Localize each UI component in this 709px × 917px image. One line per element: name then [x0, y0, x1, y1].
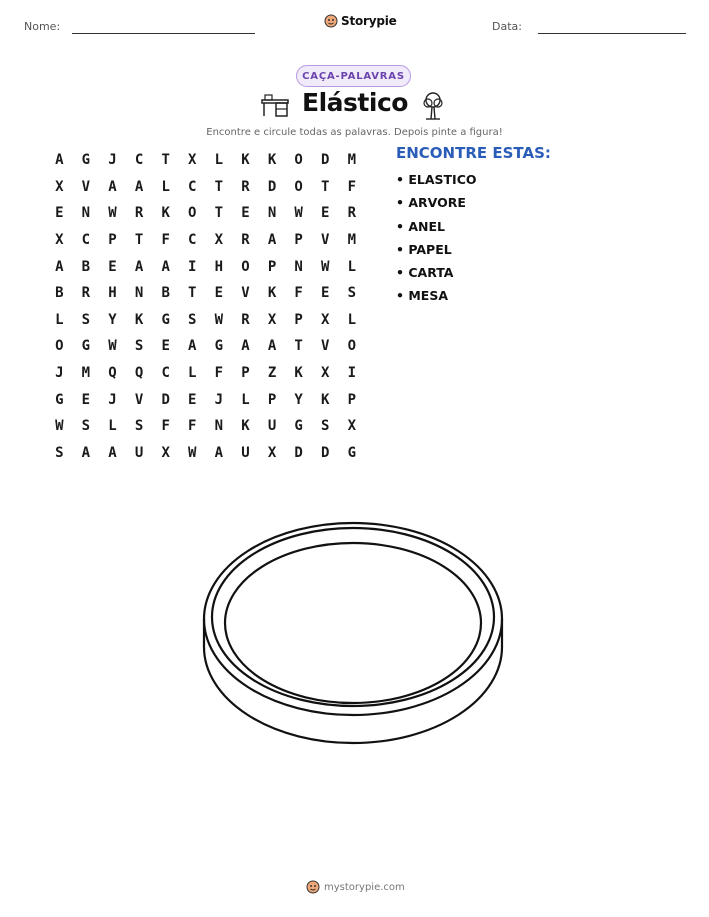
grid-letter[interactable]: L — [188, 365, 197, 382]
grid-letter[interactable]: N — [294, 258, 303, 275]
grid-letter[interactable]: X — [55, 232, 64, 249]
grid-letter[interactable]: M — [81, 365, 91, 382]
brand-name: Storypie — [341, 14, 397, 28]
grid-letter[interactable]: F — [161, 232, 170, 249]
grid-letter[interactable]: X — [161, 444, 170, 461]
grid-letter[interactable]: S — [55, 444, 64, 461]
grid-letter[interactable]: I — [188, 258, 197, 275]
grid-letter[interactable]: S — [81, 418, 91, 435]
grid-letter[interactable]: F — [188, 418, 197, 435]
grid-letter[interactable]: C — [81, 232, 91, 249]
grid-letter[interactable]: G — [55, 391, 64, 408]
grid-letter[interactable]: L — [347, 258, 357, 275]
grid-letter[interactable]: G — [81, 152, 91, 169]
grid-letter[interactable]: G — [294, 418, 303, 435]
grid-letter[interactable]: V — [81, 178, 91, 195]
grid-letter[interactable]: G — [214, 338, 224, 355]
grid-letter[interactable]: A — [81, 444, 91, 461]
grid-letter[interactable]: R — [241, 232, 250, 249]
date-label: Data: — [492, 20, 522, 33]
grid-letter[interactable]: E — [81, 391, 91, 408]
grid-letter[interactable]: A — [55, 258, 64, 275]
grid-letter[interactable]: K — [134, 311, 144, 328]
footer — [306, 880, 405, 894]
grid-letter[interactable]: L — [241, 391, 250, 408]
grid-letter[interactable]: A — [134, 178, 144, 195]
word-item: • MESA — [396, 288, 448, 304]
grid-letter[interactable]: O — [55, 338, 64, 355]
grid-letter[interactable]: F — [161, 418, 170, 435]
word-item: • PAPEL — [396, 241, 452, 257]
grid-letter[interactable]: D — [161, 391, 170, 408]
grid-letter[interactable]: P — [108, 232, 117, 249]
grid-letter[interactable]: J — [214, 391, 224, 408]
letter-grid — [46, 147, 365, 466]
grid-letter[interactable]: E — [108, 258, 117, 275]
grid-letter[interactable]: K — [321, 391, 330, 408]
grid-letter[interactable]: R — [134, 205, 144, 222]
grid-letter[interactable]: S — [134, 418, 144, 435]
grid-letter[interactable]: L — [214, 152, 224, 169]
grid-letter[interactable]: K — [267, 152, 277, 169]
grid-letter[interactable]: A — [55, 152, 64, 169]
grid-letter[interactable]: U — [241, 444, 250, 461]
grid-letter[interactable]: M — [347, 232, 357, 249]
grid-letter[interactable]: E — [188, 391, 197, 408]
grid-letter[interactable]: R — [347, 205, 357, 222]
grid-letter[interactable]: T — [134, 232, 144, 249]
grid-letter[interactable]: D — [321, 152, 330, 169]
grid-letter[interactable]: W — [214, 311, 224, 328]
grid-letter[interactable]: A — [241, 338, 250, 355]
grid-letter[interactable]: W — [321, 258, 330, 275]
grid-letter[interactable]: C — [188, 178, 197, 195]
grid-letter[interactable]: T — [161, 152, 170, 169]
brand-logo — [324, 14, 397, 28]
grid-letter[interactable]: A — [134, 258, 144, 275]
grid-letter[interactable]: D — [321, 444, 330, 461]
grid-letter[interactable]: E — [321, 285, 330, 302]
grid-letter[interactable]: A — [108, 178, 117, 195]
grid-letter[interactable]: K — [241, 152, 250, 169]
grid-letter[interactable]: B — [81, 258, 91, 275]
grid-letter[interactable]: E — [241, 205, 250, 222]
elastic-band-ring-icon — [200, 497, 506, 745]
grid-letter[interactable]: L — [161, 178, 170, 195]
grid-letter[interactable]: F — [294, 285, 303, 302]
grid-letter[interactable]: V — [321, 232, 330, 249]
grid-letter[interactable]: U — [134, 444, 144, 461]
name-label: Nome: — [24, 20, 61, 33]
grid-letter[interactable]: X — [267, 444, 277, 461]
grid-letter[interactable]: N — [214, 418, 224, 435]
grid-letter[interactable]: E — [55, 205, 64, 222]
grid-letter[interactable]: W — [55, 418, 64, 435]
grid-letter[interactable]: L — [108, 418, 117, 435]
grid-letter[interactable]: W — [294, 205, 303, 222]
grid-letter[interactable]: A — [161, 258, 170, 275]
activity-badge: CAÇA-PALAVRAS — [296, 65, 411, 87]
grid-letter[interactable]: G — [161, 311, 170, 328]
grid-letter[interactable]: V — [241, 285, 250, 302]
grid-letter[interactable]: S — [321, 418, 330, 435]
name-line — [72, 33, 255, 34]
grid-letter[interactable]: O — [241, 258, 250, 275]
grid-letter[interactable]: P — [347, 391, 357, 408]
grid-letter[interactable]: A — [267, 338, 277, 355]
grid-letter[interactable]: T — [188, 285, 197, 302]
grid-letter[interactable]: B — [55, 285, 64, 302]
grid-letter[interactable]: O — [347, 338, 357, 355]
grid-letter[interactable]: V — [321, 338, 330, 355]
grid-letter[interactable]: M — [347, 152, 357, 169]
grid-letter[interactable]: L — [347, 311, 357, 328]
grid-letter[interactable]: L — [55, 311, 64, 328]
grid-letter[interactable]: A — [267, 232, 277, 249]
storypie-mascot-icon — [324, 14, 338, 28]
grid-letter[interactable]: V — [134, 391, 144, 408]
footer-url[interactable]: mystorypie.com — [324, 881, 405, 893]
grid-letter[interactable]: T — [214, 178, 224, 195]
grid-letter[interactable]: A — [188, 338, 197, 355]
grid-letter[interactable]: X — [347, 418, 357, 435]
grid-letter[interactable]: I — [347, 365, 357, 382]
grid-letter[interactable]: S — [81, 311, 91, 328]
storypie-mascot-icon — [306, 880, 320, 894]
grid-letter[interactable]: P — [267, 258, 277, 275]
grid-letter[interactable]: X — [321, 311, 330, 328]
grid-letter[interactable]: P — [294, 311, 303, 328]
grid-letter[interactable]: J — [108, 152, 117, 169]
grid-letter[interactable]: P — [294, 232, 303, 249]
worksheet-title: Elástico — [302, 88, 408, 117]
grid-letter[interactable]: N — [81, 205, 91, 222]
grid-letter[interactable]: D — [267, 178, 277, 195]
grid-letter[interactable]: G — [81, 338, 91, 355]
grid-letter[interactable]: S — [134, 338, 144, 355]
word-item: • CARTA — [396, 265, 454, 281]
grid-letter[interactable]: T — [294, 338, 303, 355]
grid-letter[interactable]: O — [294, 152, 303, 169]
grid-letter[interactable]: T — [321, 178, 330, 195]
grid-letter[interactable]: W — [108, 338, 117, 355]
grid-letter[interactable]: A — [214, 444, 224, 461]
grid-letter[interactable]: R — [241, 311, 250, 328]
word-item: • ELASTICO — [396, 172, 477, 187]
grid-letter[interactable]: W — [188, 444, 197, 461]
grid-letter[interactable]: Y — [108, 311, 117, 328]
grid-letter[interactable]: Q — [134, 365, 144, 382]
grid-letter[interactable]: H — [214, 258, 224, 275]
grid-letter[interactable]: C — [134, 152, 144, 169]
grid-letter[interactable]: E — [161, 338, 170, 355]
grid-letter[interactable]: S — [188, 311, 197, 328]
grid-letter[interactable]: Y — [294, 391, 303, 408]
grid-letter[interactable]: K — [294, 365, 303, 382]
grid-letter[interactable]: X — [55, 178, 64, 195]
grid-letter[interactable]: X — [214, 232, 224, 249]
date-line — [538, 33, 686, 34]
grid-letter[interactable]: G — [347, 444, 357, 461]
grid-letter[interactable]: J — [108, 391, 117, 408]
grid-letter[interactable]: E — [321, 205, 330, 222]
grid-letter[interactable]: N — [267, 205, 277, 222]
word-list — [396, 171, 477, 311]
grid-letter[interactable]: E — [214, 285, 224, 302]
grid-letter[interactable]: P — [267, 391, 277, 408]
grid-letter[interactable]: K — [267, 285, 277, 302]
grid-letter[interactable]: K — [241, 418, 250, 435]
grid-letter[interactable]: X — [321, 365, 330, 382]
grid-letter[interactable]: T — [214, 205, 224, 222]
word-list-title: ENCONTRE ESTAS: — [396, 144, 551, 162]
grid-letter[interactable]: R — [81, 285, 91, 302]
grid-letter[interactable]: K — [161, 205, 170, 222]
grid-letter[interactable]: F — [214, 365, 224, 382]
grid-letter[interactable]: A — [108, 444, 117, 461]
tree-icon — [420, 91, 446, 121]
grid-letter[interactable]: B — [161, 285, 170, 302]
grid-letter[interactable]: Z — [267, 365, 277, 382]
grid-letter[interactable]: D — [294, 444, 303, 461]
grid-letter[interactable]: O — [294, 178, 303, 195]
grid-letter[interactable]: F — [347, 178, 357, 195]
desk-icon — [260, 94, 290, 118]
word-item: • ARVORE — [396, 195, 466, 211]
grid-letter[interactable]: S — [347, 285, 357, 302]
grid-letter[interactable]: O — [188, 205, 197, 222]
grid-letter[interactable]: N — [134, 285, 144, 302]
grid-letter[interactable]: C — [188, 232, 197, 249]
grid-letter[interactable]: P — [241, 365, 250, 382]
grid-letter[interactable]: H — [108, 285, 117, 302]
grid-letter[interactable]: Q — [108, 365, 117, 382]
grid-letter[interactable]: R — [241, 178, 250, 195]
grid-letter[interactable]: X — [267, 311, 277, 328]
instructions: Encontre e circule todas as palavras. Depois pinte a figura! — [206, 127, 503, 138]
grid-letter[interactable]: C — [161, 365, 170, 382]
grid-letter[interactable]: W — [108, 205, 117, 222]
grid-letter[interactable]: U — [267, 418, 277, 435]
word-item: • ANEL — [396, 218, 445, 234]
grid-letter[interactable]: X — [188, 152, 197, 169]
grid-letter[interactable]: J — [55, 365, 64, 382]
